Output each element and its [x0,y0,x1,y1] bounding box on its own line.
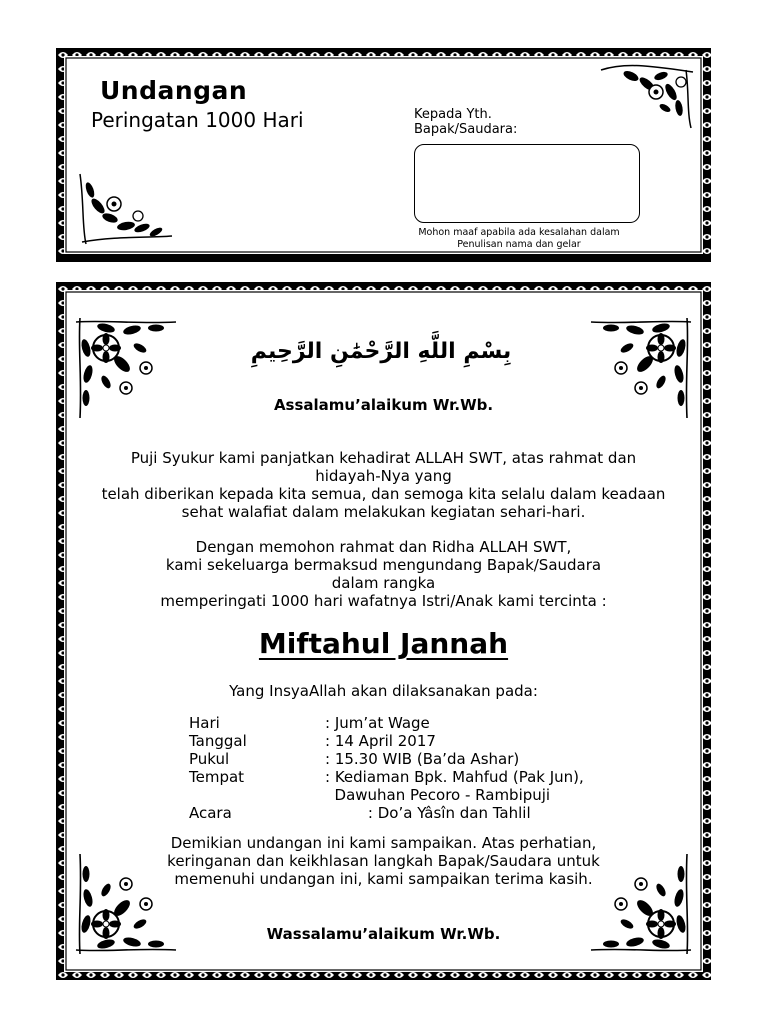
event-intro: Yang InsyaAllah akan dilaksanakan pada: [229,682,538,700]
closing-greeting: Wassalamu’alaikum Wr.Wb. [266,925,501,943]
opening-greeting: Assalamu’alaikum Wr.Wb. [273,396,494,414]
apology-note: Mohon maaf apabila ada kesalahan dalam Penulisan nama dan gelar [418,227,620,250]
text-line: Dengan memohon rahmat dan Ridha ALLAH SWT, [195,538,572,556]
text-line: hidayah-Nya yang [315,467,452,485]
text-line: Puji Syukur kami panjatkan kehadirat ALLAH SWT, atas rahmat dan [130,449,637,467]
invitation-title: Undangan [100,76,248,105]
deceased-name: Miftahul Jannah [258,627,509,660]
calligraphy-image [250,326,512,374]
recipient-name-box[interactable] [414,144,640,223]
invitation-card: بِسْمِ اللَّهِ الرَّحْمَٰنِ الرَّحِيمِ Assalamu’alaikum Wr.Wb. Puji Syukur kami panjatkan kehadirat ALLAH SWT, atas rahmat dan hidayah-Nya yang telah diberikan kepada kita semua, dan semoga kita selalu dalam keadaan sehat walafiat dalam melakukan kegiatan sehari-hari. Dengan memohon rahmat dan Ridha ALLAH SWT, kami sekeluarga bermaksud mengundang Bapak/Saudara dalam rangka memperingati 1000 hari wafatnya Istri/Anak kami tercinta : Miftahul Jannah Yang InsyaAllah akan dilaksanakan pada: Hari : Jum’at Wage Tanggal : 14 April 2017 Pukul : 15.30 WIB (Ba’da Ashar) Tempat : Kediaman Bpk. Mahfud (Pak Jun), Dawuhan Pecoro - Rambipuji Acara : Do’a Yâsîn dan Tahlil Demikian undangan ini kami sampaikan. Atas perhatian, keringanan dan keikhlasan langkah Bapak/Saudara untuk memenuhi undangan ini, kami sampaikan terima kasih. Wassalamu’alaikum Wr.Wb. [56,282,711,980]
svg-text:بِسْمِ اللَّهِ الرَّحْمَٰنِ ال: بِسْمِ اللَّهِ الرَّحْمَٰنِ الرَّحِيمِ [250,339,512,364]
floral-corner-bottom-left [80,174,172,244]
recipient-label: Kepada Yth. [414,107,492,122]
text-line: kami sekeluarga bermaksud mengundang Bapak/Saudara [165,556,602,574]
recipient-title-label: Bapak/Saudara: [414,122,518,137]
text-line: memperingati 1000 hari wafatnya Istri/Anak kami tercinta : [160,592,607,610]
closing-paragraph [56,834,711,888]
text-line: dalam rangka [331,574,436,592]
text-line: sehat walafiat dalam melakukan kegiatan sehari-hari. [181,503,586,521]
floral-corner-top-right [601,66,693,128]
text-line: memenuhi undangan ini, kami sampaikan terima kasih. [174,870,593,888]
opening-paragraph [56,449,711,521]
text-line: telah diberikan kepada kita semua, dan semoga kita selalu dalam keadaan [101,485,666,503]
purpose-paragraph [56,538,711,610]
text-line: Demikian undangan ini kami sampaikan. Atas perhatian, [170,834,597,852]
text-line: keringanan dan keikhlasan langkah Bapak/Saudara untuk [167,852,600,870]
invitation-subtitle: Peringatan 1000 Hari [91,108,304,132]
envelope-card [56,48,711,262]
bismillah-calligraphy [250,326,512,374]
